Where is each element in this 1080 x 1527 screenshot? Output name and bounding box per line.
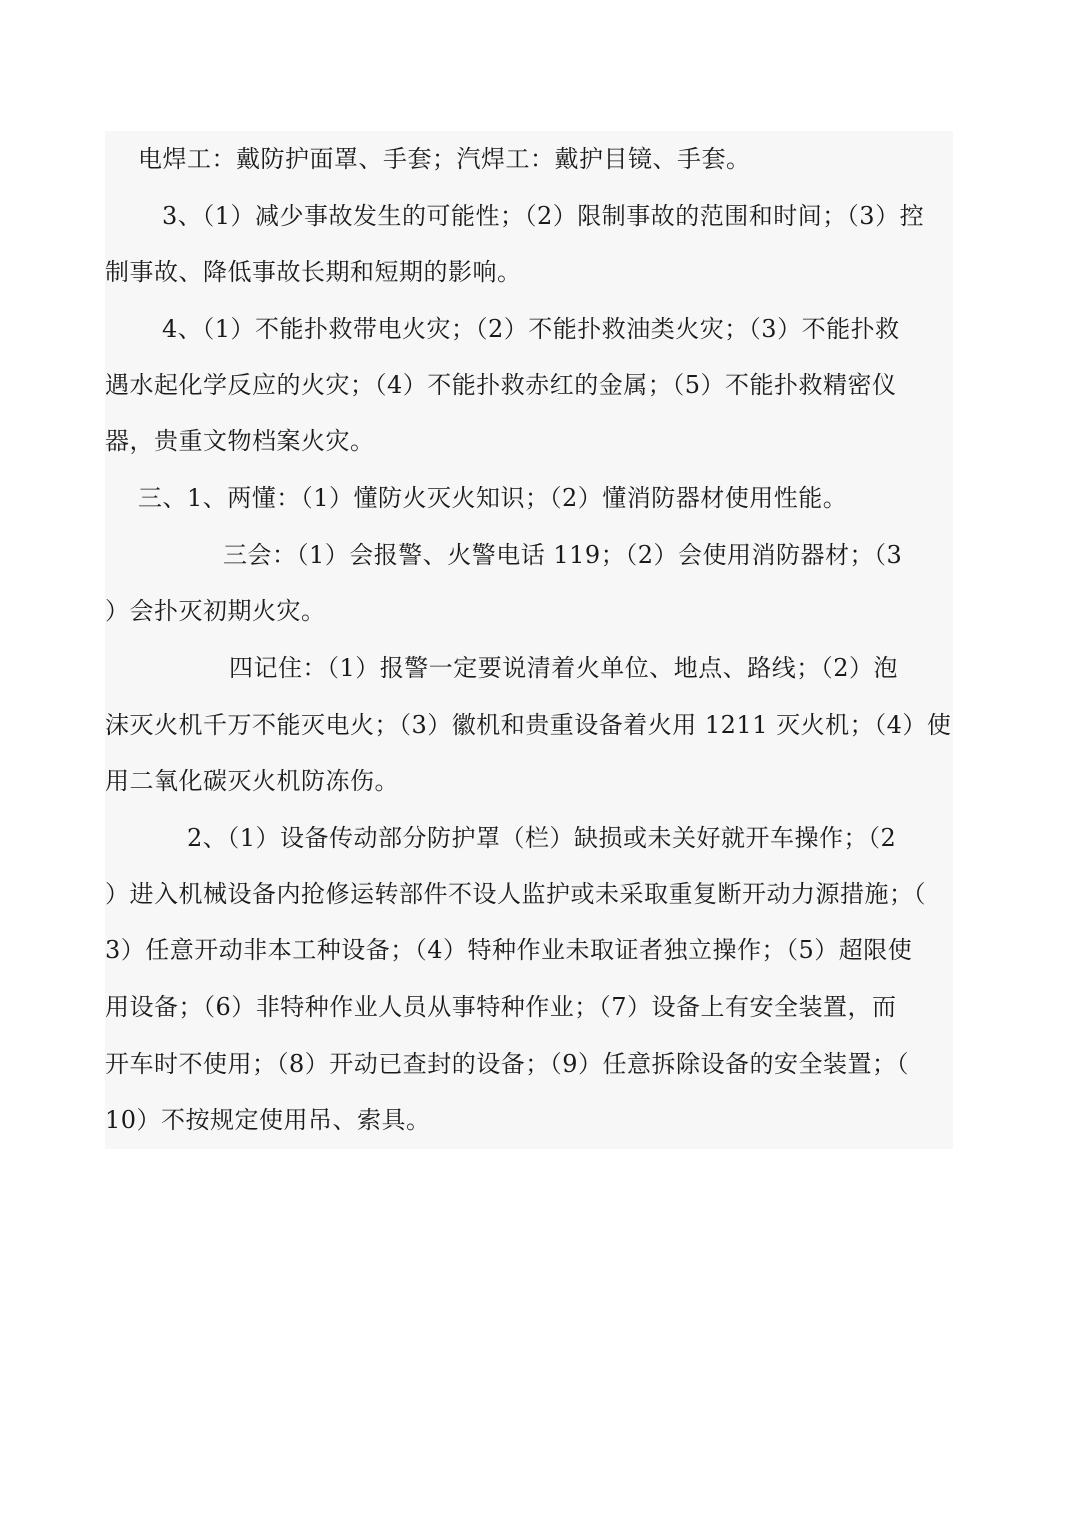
paragraph-line: 2、（1）设备传动部分防护罩（栏）缺损或未关好就开车操作；（2 (187, 824, 897, 852)
text-block (105, 131, 953, 1149)
paragraph-line: 遇水起化学反应的火灾；（4）不能扑救赤红的金属；（5）不能扑救精密仪 (105, 371, 897, 399)
paragraph-line: 3）任意开动非本工种设备；（4）特种作业未取证者独立操作；（5）超限使 (105, 936, 913, 964)
paragraph-line: 电焊工：戴防护面罩、手套；汽焊工：戴护目镜、手套。 (138, 145, 751, 173)
paragraph-line: 3、（1）减少事故发生的可能性；（2）限制事故的范围和时间；（3）控 (162, 202, 925, 230)
paragraph-line: 三会：（1）会报警、火警电话 119；（2）会使用消防器材；（3 (223, 541, 903, 569)
paragraph-line: 用设备；（6）非特种作业人员从事特种作业；（7）设备上有安全装置，而 (105, 993, 897, 1021)
paragraph-line: 三、1、两懂：（1）懂防火灭火知识；（2）懂消防器材使用性能。 (138, 484, 848, 512)
paragraph-line: 用二氧化碳灭火机防冻伤。 (105, 767, 399, 795)
paragraph-line: ）会扑灭初期火灾。 (105, 597, 326, 625)
paragraph-line: 器，贵重文物档案火灾。 (105, 427, 375, 455)
paragraph-line: 四记住：（1）报警一定要说清着火单位、地点、路线；（2）泡 (229, 654, 899, 682)
paragraph-line: 沫灭火机千万不能灭电火；（3）徽机和贵重设备着火用 1211 灭火机；（4）使 (105, 711, 952, 739)
paragraph-line: 10）不按规定使用吊、索具。 (105, 1106, 431, 1134)
paragraph-line: 开车时不使用；（8）开动已查封的设备；（9）任意拆除设备的安全装置；（ (105, 1050, 910, 1078)
paragraph-line: 制事故、降低事故长期和短期的影响。 (105, 258, 522, 286)
paragraph-line: 4、（1）不能扑救带电火灾；（2）不能扑救油类火灾；（3）不能扑救 (162, 315, 900, 343)
paragraph-line: ）进入机械设备内抢修运转部件不设人监护或未采取重复断开动力源措施；（ (105, 880, 926, 908)
